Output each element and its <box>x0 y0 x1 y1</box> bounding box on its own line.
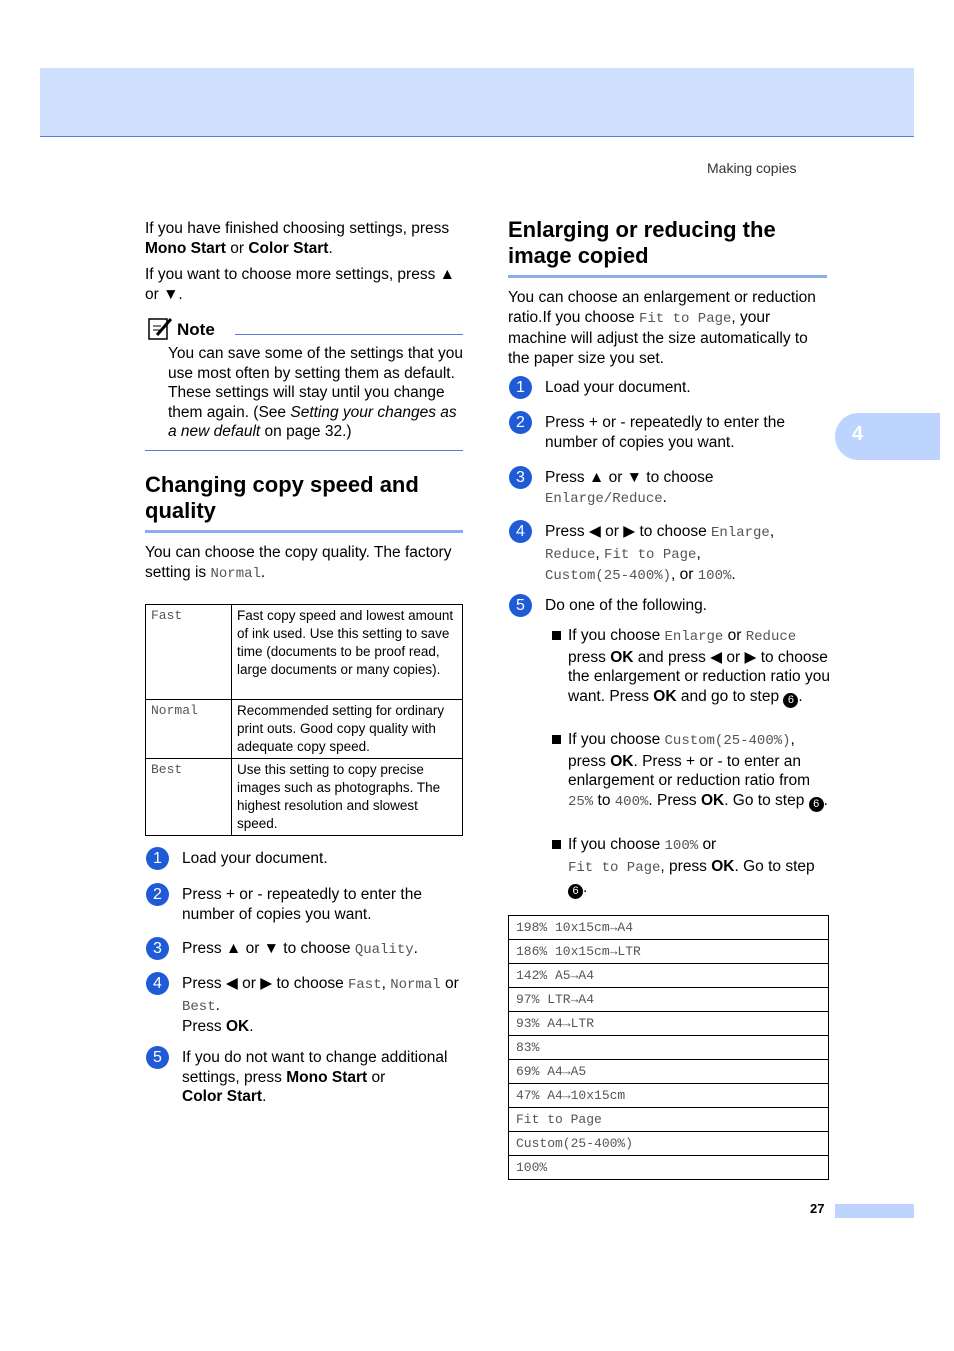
note-bottom-rule <box>145 450 463 451</box>
list-item: 93% A4→LTR <box>509 1012 828 1036</box>
note-pencil-icon <box>147 316 175 342</box>
list-item: 142% A5→A4 <box>509 964 828 988</box>
note-rule <box>235 334 463 335</box>
list-item: 100% <box>516 1160 548 1175</box>
heading-enlarge-reduce: Enlarging or reducing the image copied <box>508 217 827 278</box>
page-number: 27 <box>810 1201 825 1216</box>
list-item: 47% A4→10x15cm <box>509 1084 828 1108</box>
table-row: Best Use this setting to copy precise images such as photographs. The highest resolution and slowest speed. <box>146 759 463 836</box>
note-title: Note <box>177 320 215 339</box>
intro-paragraphs <box>145 219 463 304</box>
table-row: Normal Recommended setting for ordinary print outs. Good copy quality with adequate copy speed. <box>146 700 463 759</box>
list-item: 198% 10x15cm→A4 <box>509 916 828 940</box>
ratio-list <box>508 915 829 1180</box>
heading-copy-quality: Changing copy speed and quality <box>145 472 463 533</box>
chapter-tab[interactable] <box>835 413 940 460</box>
enlarge-paragraph: You can choose an enlargement or reduction ratio.If you choose Fit to Page, your machine will adjust the size automatically to the paper size you set. <box>508 289 816 367</box>
intro-2: If you want to choose more settings, press ▲ or ▼. <box>145 266 455 303</box>
list-item: 97% LTR→A4 <box>509 988 828 1012</box>
chapter-number: 4 <box>852 423 864 445</box>
note-body: You can save some of the settings that you use most often by setting them as default. These settings will stay until you change them again. (See Setting your changes as a new default on page 32.) <box>168 345 463 440</box>
quality-paragraph: You can choose the copy quality. The factory setting is Normal. <box>145 544 452 582</box>
list-item: Fit to Page <box>509 1108 828 1132</box>
list-item: 69% A4→A5 <box>509 1060 828 1084</box>
header-band <box>40 68 914 137</box>
page-bar <box>835 1204 914 1218</box>
intro-1: If you have finished choosing settings, press Mono Start or Color Start. <box>145 220 450 257</box>
list-item: 83% <box>509 1036 828 1060</box>
section-label: Making copies <box>707 160 797 176</box>
table-row: Fast Fast copy speed and lowest amount of ink used. Use this setting to save time (documents to be proof read, large documents or many copies). <box>146 605 463 700</box>
list-item: 186% 10x15cm→LTR <box>509 940 828 964</box>
quality-table <box>145 604 463 836</box>
list-item: Custom(25-400%) <box>509 1132 828 1156</box>
